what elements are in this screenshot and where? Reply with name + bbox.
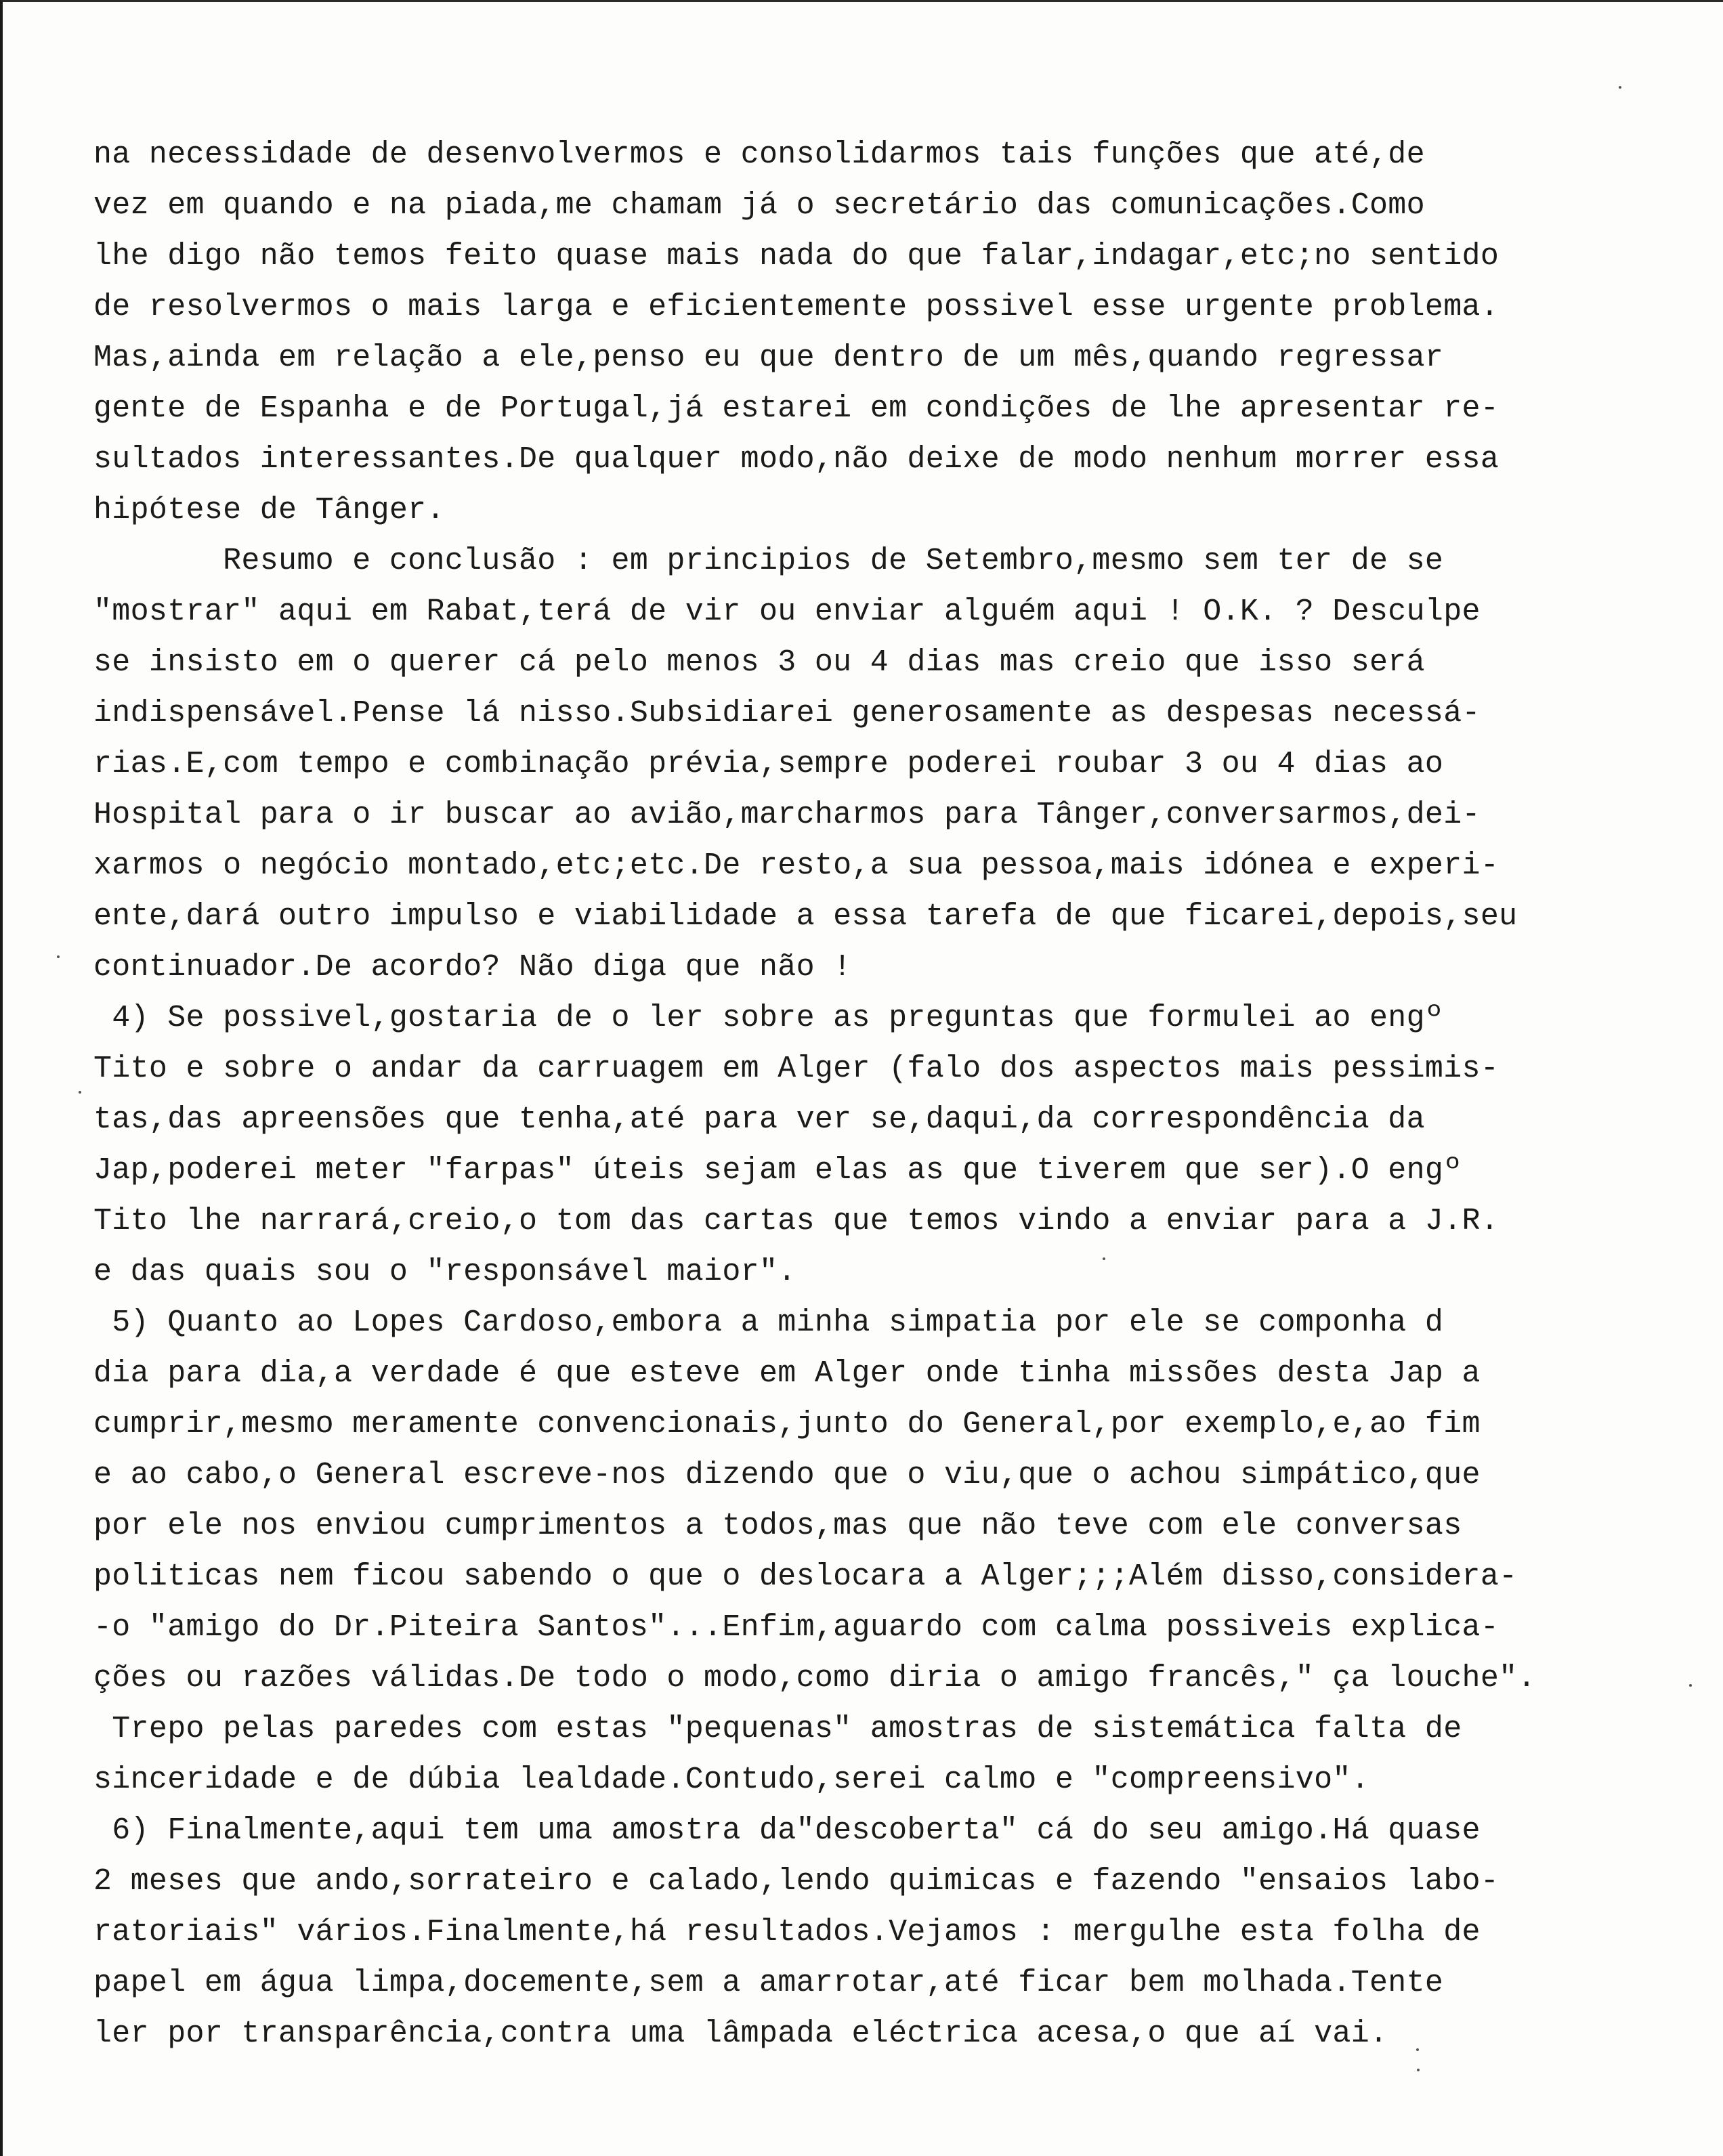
text-line: na necessidade de desenvolvermos e consolidarmos tais funções que até,de <box>93 137 1425 172</box>
text-line: politicas nem ficou sabendo o que o deslocara a Alger;;;Além disso,considera- <box>93 1559 1518 1594</box>
text-line: Tito lhe narrará,creio,o tom das cartas que temos vindo a enviar para a J.R. <box>93 1204 1499 1238</box>
text-line: 2 meses que ando,sorrateiro e calado,lendo quimicas e fazendo "ensaios labo- <box>93 1864 1499 1899</box>
text-line: Trepo pelas paredes com estas "pequenas" amostras de sistemática falta de <box>93 1712 1462 1746</box>
text-line: e das quais sou o "responsável maior". <box>93 1255 796 1289</box>
text-line: Hospital para o ir buscar ao avião,marcharmos para Tânger,conversarmos,dei- <box>93 798 1481 832</box>
scan-speck <box>79 1091 81 1094</box>
scan-speck <box>1103 1257 1105 1260</box>
text-line: ratoriais" vários.Finalmente,há resultados.Vejamos : mergulhe esta folha de <box>93 1915 1481 1949</box>
item-4-line: 4) Se possivel,gostaria de o ler sobre as preguntas que formulei ao engº <box>93 1001 1444 1035</box>
text-line: ler por transparência,contra uma lâmpada eléctrica acesa,o que aí vai. <box>93 2017 1388 2051</box>
text-line: dia para dia,a verdade é que esteve em Alger onde tinha missões desta Jap a <box>93 1356 1481 1391</box>
text-line: e ao cabo,o General escreve-nos dizendo que o viu,que o achou simpático,que <box>93 1458 1481 1492</box>
letter-body <box>93 129 1672 2059</box>
text-line: por ele nos enviou cumprimentos a todos,mas que não teve com ele conversas <box>93 1509 1462 1543</box>
text-line: se insisto em o querer cá pelo menos 3 ou 4 dias mas creio que isso será <box>93 645 1425 680</box>
text-line: gente de Espanha e de Portugal,já estarei em condições de lhe apresentar re- <box>93 391 1499 426</box>
text-line: ente,dará outro impulso e viabilidade a essa tarefa de que ficarei,depois,seu <box>93 899 1518 934</box>
item-5-line: 5) Quanto ao Lopes Cardoso,embora a minha simpatia por ele se componha d <box>93 1306 1444 1340</box>
scan-speck <box>1417 2069 1420 2071</box>
scan-speck <box>1689 1684 1692 1687</box>
text-line: Mas,ainda em relação a ele,penso eu que dentro de um mês,quando regressar <box>93 341 1444 375</box>
text-line: ções ou razões válidas.De todo o modo,como diria o amigo francês," ça louche". <box>93 1661 1536 1696</box>
text-line: de resolvermos o mais larga e eficientemente possivel esse urgente problema. <box>93 290 1499 324</box>
text-line: vez em quando e na piada,me chamam já o secretário das comunicações.Como <box>93 188 1425 223</box>
text-line: -o "amigo do Dr.Piteira Santos"...Enfim,aguardo com calma possiveis explica- <box>93 1610 1499 1645</box>
text-line: Tito e sobre o andar da carruagem em Alger (falo dos aspectos mais pessimis- <box>93 1052 1499 1086</box>
text-line: "mostrar" aqui em Rabat,terá de vir ou enviar alguém aqui ! O.K. ? Desculpe <box>93 595 1481 629</box>
text-line: papel em água limpa,docemente,sem a amarrotar,até ficar bem molhada.Tente <box>93 1966 1444 2000</box>
scan-speck <box>57 955 60 958</box>
text-line: rias.E,com tempo e combinação prévia,sempre poderei roubar 3 ou 4 dias ao <box>93 747 1444 781</box>
text-line: sinceridade e de dúbia lealdade.Contudo,serei calmo e "compreensivo". <box>93 1763 1370 1797</box>
text-line: Jap,poderei meter "farpas" úteis sejam elas as que tiverem que ser).O engº <box>93 1153 1462 1188</box>
text-line: continuador.De acordo? Não diga que não ! <box>93 950 852 985</box>
text-line: cumprir,mesmo meramente convencionais,junto do General,por exemplo,e,ao fim <box>93 1407 1481 1442</box>
text-line: tas,das apreensões que tenha,até para ver se,daqui,da correspondência da <box>93 1102 1425 1137</box>
text-line: lhe digo não temos feito quase mais nada do que falar,indagar,etc;no sentido <box>93 239 1499 274</box>
text-line: hipótese de Tânger. <box>93 493 445 527</box>
scan-speck <box>1619 86 1621 89</box>
scan-speck <box>1416 2048 1419 2051</box>
paragraph-summary-line: Resumo e conclusão : em principios de Setembro,mesmo sem ter de se <box>93 544 1444 578</box>
text-line: indispensável.Pense lá nisso.Subsidiarei generosamente as despesas necessá- <box>93 696 1481 731</box>
text-line: xarmos o negócio montado,etc;etc.De resto,a sua pessoa,mais idónea e experi- <box>93 848 1499 883</box>
item-6-line: 6) Finalmente,aqui tem uma amostra da"descoberta" cá do seu amigo.Há quase <box>93 1813 1481 1848</box>
text-line: sultados interessantes.De qualquer modo,não deixe de modo nenhum morrer essa <box>93 442 1499 477</box>
